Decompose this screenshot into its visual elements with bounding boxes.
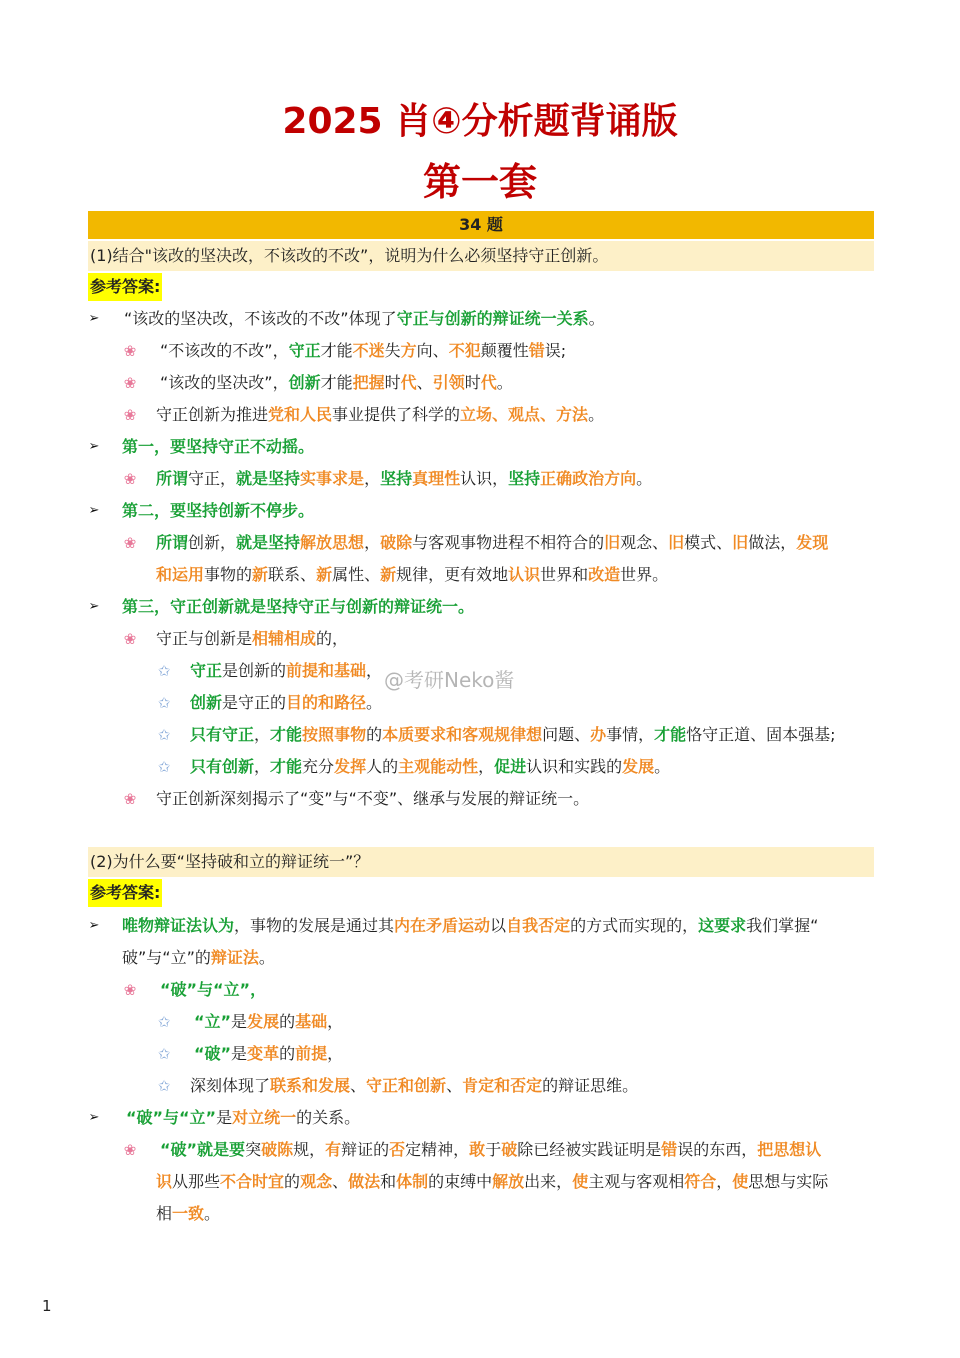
text-segment: 事物的 <box>204 565 253 584</box>
text-segment: 向、 <box>416 341 449 360</box>
key-phrase: 真理性 <box>412 469 461 488</box>
document-title: 2025 肖④分析题背诵版 <box>282 101 678 142</box>
text-segment: 是 <box>231 1012 248 1031</box>
text-segment: 。 <box>204 1204 221 1223</box>
flower-bullet-icon: ❀ <box>123 470 137 488</box>
text-segment: 认识， <box>460 469 509 488</box>
text-segment: 的 <box>279 1012 296 1031</box>
key-phrase: 实事求是 <box>300 469 365 488</box>
key-phrase: 解放思想 <box>300 533 365 552</box>
text-segment: ， <box>327 1012 344 1031</box>
key-phrase: 发展 <box>247 1012 280 1031</box>
text-segment: 误; <box>544 341 567 360</box>
watermark: @考研Neko酱 <box>384 668 515 692</box>
question-1: (1)结合"该改的坚决改，不该改的不改”，说明为什么必须坚持守正创新。 <box>88 241 874 271</box>
text-segment: 思想与实际 <box>748 1172 829 1191</box>
answer-subheading: “破”与“立”， <box>160 980 267 999</box>
key-phrase: 守正 <box>288 341 321 360</box>
text-segment: 的方式而实现的， <box>570 916 699 935</box>
answer-line <box>156 463 652 495</box>
answer-line <box>190 1070 638 1102</box>
key-phrase: 旧 <box>604 533 621 552</box>
text-segment: 规律，更有效地 <box>396 565 509 584</box>
text-segment: 是 <box>216 1108 233 1127</box>
answer-line <box>160 1134 821 1166</box>
answer-heading: 第三，守正创新就是坚持守正与创新的辩证统一。 <box>122 597 475 616</box>
arrow-bullet-icon: ➢ <box>88 1110 100 1125</box>
text-segment: 、 <box>332 1172 349 1191</box>
text-segment: 观念、 <box>620 533 669 552</box>
text-segment: 与客观事物进程不相符合的 <box>412 533 605 552</box>
text-segment: 恪守正道、固本强基; <box>686 725 836 744</box>
text-segment: 的， <box>316 629 349 648</box>
answer-line <box>156 623 348 655</box>
text-segment: 。 <box>496 373 513 392</box>
text-segment: ， <box>254 757 271 776</box>
arrow-bullet-icon: ➢ <box>88 918 100 933</box>
text-segment: 才能 <box>320 373 353 392</box>
flower-bullet-icon: ❀ <box>123 790 137 808</box>
answer-line <box>194 1006 343 1038</box>
key-phrase: 相辅相成 <box>252 629 317 648</box>
key-phrase: 代 <box>400 373 417 392</box>
text-segment: 人的 <box>366 757 399 776</box>
text-segment: 。 <box>588 309 605 328</box>
text-segment: 认识和实践的 <box>526 757 623 776</box>
key-phrase: 破 <box>501 1140 518 1159</box>
text-segment: 以 <box>490 916 507 935</box>
key-phrase: 事物 <box>334 725 367 744</box>
key-phrase: 内在矛盾运动 <box>394 916 491 935</box>
answer-line <box>156 399 604 431</box>
text-segment: 属性、 <box>332 565 381 584</box>
key-phrase: 识 <box>156 1172 173 1191</box>
text-segment: 的辩证思维。 <box>542 1076 639 1095</box>
key-phrase: 使 <box>732 1172 749 1191</box>
key-phrase: 主观能动性 <box>398 757 479 776</box>
text-segment: ， <box>364 469 381 488</box>
key-phrase: 符合 <box>684 1172 717 1191</box>
key-phrase: 不犯 <box>448 341 481 360</box>
star-bullet-icon: ✩ <box>157 758 171 776</box>
arrow-bullet-icon: ➢ <box>88 311 100 326</box>
key-phrase: 前提 <box>295 1044 328 1063</box>
key-phrase: 按照 <box>302 725 335 744</box>
key-phrase: 联系和发展 <box>270 1076 351 1095</box>
text-segment: 突 <box>245 1140 262 1159</box>
text-segment: 是创新的 <box>222 661 287 680</box>
text-segment: 守正， <box>188 469 237 488</box>
text-segment: “不该改的不改”， <box>160 341 289 360</box>
text-segment: 的 <box>279 1044 296 1063</box>
key-phrase: 引领 <box>432 373 465 392</box>
key-phrase: 不合时宜 <box>220 1172 285 1191</box>
key-phrase: 新 <box>316 565 333 584</box>
text-segment: 主观与客观相 <box>588 1172 685 1191</box>
text-segment: 的 <box>366 725 383 744</box>
key-phrase: 促进 <box>494 757 527 776</box>
key-phrase: 破陈 <box>261 1140 294 1159</box>
key-phrase: 才能 <box>270 757 303 776</box>
answer-line <box>124 303 605 335</box>
text-segment: 才能 <box>320 341 353 360</box>
key-phrase: 旧 <box>732 533 749 552</box>
key-phrase: 只有守正 <box>190 725 255 744</box>
answer-heading: 第一，要坚持守正不动摇。 <box>122 437 315 456</box>
answer-line: 守正创新深刻揭示了“变”与“不变”、继承与发展的辩证统一。 <box>156 789 590 808</box>
key-phrase: “破”与“立” <box>126 1108 217 1127</box>
answer-line <box>190 655 382 687</box>
key-phrase: 旧 <box>668 533 685 552</box>
text-segment: 事情， <box>606 725 655 744</box>
text-segment: 时 <box>384 373 401 392</box>
text-segment: ， <box>364 533 381 552</box>
key-phrase: 创新 <box>288 373 321 392</box>
answer-line <box>190 687 382 719</box>
key-phrase: 把思想认 <box>757 1140 822 1159</box>
key-phrase: 体制 <box>396 1172 429 1191</box>
text-segment: 深刻体现了 <box>190 1076 271 1095</box>
answer-line-continued <box>156 1166 828 1198</box>
key-phrase: 才能 <box>270 725 303 744</box>
key-phrase: 发挥 <box>334 757 367 776</box>
key-phrase: 不迷 <box>352 341 385 360</box>
text-segment: 。 <box>654 757 671 776</box>
flower-bullet-icon: ❀ <box>123 1141 137 1159</box>
text-segment: 守正创新为推进 <box>156 405 269 424</box>
key-phrase: 只有创新 <box>190 757 255 776</box>
text-segment: 辩证的 <box>341 1140 390 1159</box>
key-phrase: 变革 <box>247 1044 280 1063</box>
star-bullet-icon: ✩ <box>157 726 171 744</box>
arrow-bullet-icon: ➢ <box>88 503 100 518</box>
text-segment: 做法， <box>748 533 797 552</box>
key-phrase: 守正与创新的辩证统一关系 <box>396 309 589 328</box>
star-bullet-icon: ✩ <box>157 1013 171 1031</box>
text-segment: “该改的坚决改”， <box>160 373 289 392</box>
text-segment: 规， <box>293 1140 326 1159</box>
text-segment: 世界和 <box>540 565 589 584</box>
text-segment: 的关系。 <box>296 1108 361 1127</box>
text-segment: 的束缚中 <box>428 1172 493 1191</box>
key-phrase: 才能 <box>654 725 687 744</box>
key-phrase: 对立统一 <box>232 1108 297 1127</box>
question-2: (2)为什么要“坚持破和立的辩证统一”？ <box>88 847 874 877</box>
text-segment: 联系、 <box>268 565 317 584</box>
answer-line <box>160 367 513 399</box>
text-segment: 颠覆性 <box>480 341 529 360</box>
answer-line <box>126 1102 360 1134</box>
key-phrase: 新 <box>252 565 269 584</box>
star-bullet-icon: ✩ <box>157 1077 171 1095</box>
document-subtitle: 第一套 <box>422 160 537 204</box>
key-phrase: 使 <box>572 1172 589 1191</box>
key-phrase: 自我否定 <box>506 916 571 935</box>
answer-line-continued <box>156 1198 220 1230</box>
text-segment: 、 <box>446 1076 463 1095</box>
text-segment: 、 <box>350 1076 367 1095</box>
key-phrase: 改造 <box>588 565 621 584</box>
text-segment: ， <box>327 1044 344 1063</box>
key-phrase: 守正和创新 <box>366 1076 447 1095</box>
star-bullet-icon: ✩ <box>157 662 171 680</box>
key-phrase: 正确政治方向 <box>540 469 637 488</box>
answer-line <box>160 335 566 367</box>
flower-bullet-icon: ❀ <box>123 342 137 360</box>
key-phrase: 一致 <box>172 1204 205 1223</box>
page-number: 1 <box>42 1297 52 1315</box>
key-phrase: 发展 <box>622 757 655 776</box>
key-phrase: 错 <box>661 1140 678 1159</box>
text-segment: ， <box>366 661 383 680</box>
key-phrase: 观念 <box>300 1172 333 1191</box>
flower-bullet-icon: ❀ <box>123 630 137 648</box>
text-segment: 世界。 <box>620 565 669 584</box>
text-segment: 从那些 <box>172 1172 221 1191</box>
text-segment: 。 <box>258 948 275 967</box>
key-phrase: 破除 <box>380 533 413 552</box>
text-segment: 充分 <box>302 757 335 776</box>
text-segment: 破”与“立”的 <box>122 948 211 967</box>
key-phrase: 就是要 <box>197 1140 246 1159</box>
flower-bullet-icon: ❀ <box>123 534 137 552</box>
star-bullet-icon: ✩ <box>157 1045 171 1063</box>
text-segment: ，事物的发展是通过其 <box>234 916 395 935</box>
text-segment: 除已经被实践证明是 <box>517 1140 662 1159</box>
answer-line <box>194 1038 343 1070</box>
answer-label-2: 参考答案: <box>88 879 162 907</box>
answer-line <box>190 719 836 751</box>
key-phrase: 立场、观点、方法 <box>460 405 589 424</box>
arrow-bullet-icon: ➢ <box>88 599 100 614</box>
key-phrase: 否 <box>389 1140 406 1159</box>
section-bar: 34 题 <box>88 211 874 239</box>
text-segment: 创新， <box>188 533 237 552</box>
key-phrase: 代 <box>480 373 497 392</box>
key-phrase: 就是坚持 <box>236 533 301 552</box>
answer-line-continued <box>156 559 668 591</box>
text-segment: 守正与创新是 <box>156 629 253 648</box>
answer-line <box>122 910 818 942</box>
text-segment: 出来， <box>524 1172 573 1191</box>
text-segment: 误的东西， <box>677 1140 758 1159</box>
key-phrase: 发现 <box>796 533 829 552</box>
key-phrase: 办 <box>590 725 607 744</box>
key-phrase: 唯物辩证法认为 <box>122 916 235 935</box>
key-phrase: “破” <box>160 1140 198 1159</box>
key-phrase: 认识 <box>508 565 541 584</box>
key-phrase: 基础 <box>295 1012 328 1031</box>
text-segment: ， <box>254 725 271 744</box>
key-phrase: 这要求 <box>698 916 747 935</box>
flower-bullet-icon: ❀ <box>123 406 137 424</box>
key-phrase: 所谓 <box>156 469 189 488</box>
text-segment: 失 <box>384 341 401 360</box>
answer-label-1: 参考答案: <box>88 273 162 301</box>
text-segment: 模式、 <box>684 533 733 552</box>
text-segment: 是 <box>231 1044 248 1063</box>
text-segment: ， <box>716 1172 733 1191</box>
flower-bullet-icon: ❀ <box>123 981 137 999</box>
key-phrase: “立” <box>194 1012 232 1031</box>
key-phrase: 创新 <box>190 693 223 712</box>
text-segment: 是守正的 <box>222 693 287 712</box>
key-phrase: 坚持 <box>508 469 541 488</box>
answer-line <box>156 527 828 559</box>
text-segment: 。 <box>636 469 653 488</box>
key-phrase: 解放 <box>492 1172 525 1191</box>
key-phrase: 敢 <box>469 1140 486 1159</box>
text-segment: 于 <box>485 1140 502 1159</box>
text-segment: 、 <box>416 373 433 392</box>
key-phrase: 目的和路径 <box>286 693 367 712</box>
key-phrase: 守正 <box>190 661 223 680</box>
text-segment: 时 <box>464 373 481 392</box>
text-segment: 问题、 <box>542 725 591 744</box>
text-segment: 和 <box>380 1172 397 1191</box>
key-phrase: 本质要求和客观规律想 <box>382 725 543 744</box>
key-phrase: 就是坚持 <box>236 469 301 488</box>
key-phrase: 所谓 <box>156 533 189 552</box>
key-phrase: 有 <box>325 1140 342 1159</box>
text-segment: 相 <box>156 1204 173 1223</box>
key-phrase: 党和人民 <box>268 405 333 424</box>
answer-heading: 第二，要坚持创新不停步。 <box>122 501 315 520</box>
text-segment: 我们掌握“ <box>746 916 819 935</box>
answer-line-continued <box>122 942 275 974</box>
key-phrase: 肯定和否定 <box>462 1076 543 1095</box>
flower-bullet-icon: ❀ <box>123 374 137 392</box>
key-phrase: 错 <box>528 341 545 360</box>
star-bullet-icon: ✩ <box>157 694 171 712</box>
text-segment: 的 <box>284 1172 301 1191</box>
key-phrase: 方 <box>400 341 417 360</box>
text-segment: “该改的坚决改，不该改的不改”体现了 <box>124 309 397 328</box>
key-phrase: 新 <box>380 565 397 584</box>
key-phrase: 把握 <box>352 373 385 392</box>
text-segment: 定精神， <box>405 1140 470 1159</box>
key-phrase: “破” <box>194 1044 232 1063</box>
key-phrase: 和运用 <box>156 565 205 584</box>
key-phrase: 前提和基础 <box>286 661 367 680</box>
text-segment: ， <box>478 757 495 776</box>
text-segment: 事业提供了科学的 <box>332 405 461 424</box>
text-segment: 。 <box>588 405 605 424</box>
arrow-bullet-icon: ➢ <box>88 439 100 454</box>
key-phrase: 做法 <box>348 1172 381 1191</box>
key-phrase: 辩证法 <box>210 948 259 967</box>
answer-line <box>190 751 670 783</box>
text-segment: 。 <box>366 693 383 712</box>
key-phrase: 坚持 <box>380 469 413 488</box>
